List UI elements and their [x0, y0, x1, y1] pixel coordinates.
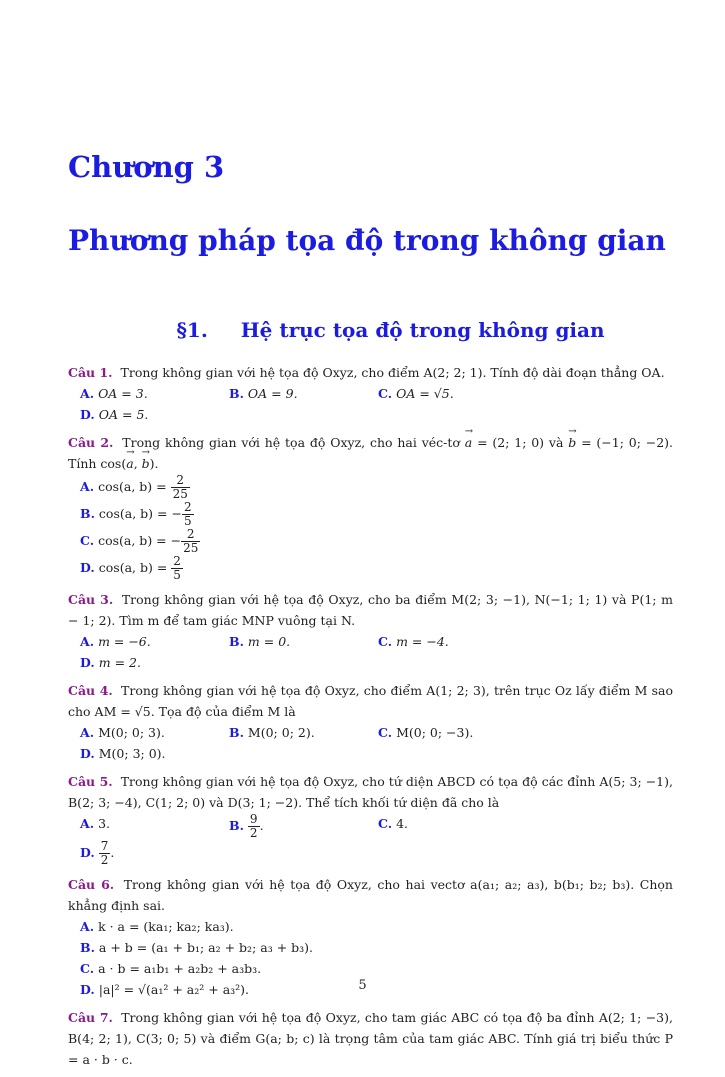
- option-text: k · a = (ka₁; ka₂; ka₃).: [98, 919, 234, 934]
- denominator: 25: [172, 487, 188, 501]
- question-text: Trong không gian với hệ tọa độ Oxyz, cho điểm A(1; 2; 3), trên trục Oz lấy điểm M sao cho AM = √5. Tọa độ của điểm M là: [68, 683, 673, 719]
- option-sign: −: [171, 506, 182, 521]
- question-text: Trong không gian với hệ tọa độ Oxyz, cho hai vectơ a(a₁; a₂; a₃), b(b₁; b₂; b₃). Chọn khẳng định sai.: [68, 877, 673, 913]
- question-4: [68, 680, 673, 764]
- option-label: B.: [229, 818, 244, 833]
- option-sign: −: [170, 533, 182, 548]
- denominator: 5: [173, 568, 181, 582]
- option-label: C.: [378, 816, 393, 831]
- vector-a: → a: [465, 432, 472, 453]
- question-label: Câu 3.: [68, 592, 114, 607]
- answer-option-b[interactable]: [80, 937, 378, 958]
- fraction: [99, 840, 111, 867]
- fraction: [171, 555, 183, 582]
- option-text: M(0; 0; 2).: [247, 725, 315, 740]
- option-text: M(0; 0; −3).: [396, 725, 474, 740]
- option-label: D.: [80, 845, 95, 860]
- denominator: 2: [100, 853, 109, 867]
- answer-options: [68, 813, 673, 867]
- vector-a: → a: [126, 453, 133, 474]
- option-label: A.: [80, 634, 95, 649]
- answer-options: [68, 474, 673, 582]
- question-text: ).: [149, 456, 159, 471]
- denominator: 2: [249, 826, 258, 840]
- answer-option-a[interactable]: [80, 474, 378, 501]
- option-text: OA = 5.: [98, 407, 149, 422]
- question-text: Trong không gian với hệ tọa độ Oxyz, cho tam giác ABC có tọa độ ba đỉnh A(2; 1; −3), B(4; 2; 1), C(3; 0; 5) và điểm G(a; b; c) là trọng tâm của tam giác ABC. Tính giá trị biểu thức P = a · b · c.: [68, 1010, 673, 1067]
- question-stem: [68, 771, 673, 813]
- option-text: cos(a, b) =: [98, 479, 171, 494]
- question-stem: [68, 589, 673, 631]
- option-text: m = 0.: [247, 634, 291, 649]
- option-label: C.: [378, 725, 393, 740]
- question-text: = (2; 1; 0) và: [472, 435, 569, 450]
- question-stem: [68, 874, 673, 916]
- option-text: m = 2.: [98, 655, 141, 670]
- vector-b: → b: [568, 432, 576, 453]
- question-stem: [68, 680, 673, 722]
- numerator: 7: [100, 839, 109, 853]
- option-label: D.: [80, 746, 95, 761]
- answer-option-c[interactable]: [80, 528, 378, 555]
- question-label: Câu 7.: [68, 1010, 113, 1025]
- answer-option-c[interactable]: [378, 813, 527, 840]
- option-label: A.: [80, 386, 95, 401]
- option-text: cos(a, b) =: [98, 533, 171, 548]
- option-text: M(0; 0; 3).: [98, 725, 165, 740]
- option-label: C.: [378, 634, 393, 649]
- option-label: B.: [229, 386, 244, 401]
- option-label: D.: [80, 407, 95, 422]
- option-label: B.: [80, 506, 95, 521]
- option-label: C.: [80, 961, 95, 976]
- option-label: C.: [80, 533, 95, 548]
- question-text: Trong không gian với hệ tọa độ Oxyz, cho ba điểm M(2; 3; −1), N(−1; 1; 1) và P(1; m − 1; 2). Tìm m để tam giác MNP vuông tại N.: [68, 592, 673, 628]
- chapter-title: Phương pháp tọa độ trong không gian: [68, 224, 666, 257]
- option-label: B.: [229, 634, 244, 649]
- question-list: [68, 362, 673, 1077]
- question-3: [68, 589, 673, 673]
- numerator: 9: [249, 812, 258, 826]
- numerator: 2: [181, 528, 200, 542]
- question-text: Trong không gian với hệ tọa độ Oxyz, cho điểm A(2; 2; 1). Tính độ dài đoạn thẳng OA.: [120, 365, 665, 380]
- answer-option-a[interactable]: [80, 383, 229, 404]
- question-label: Câu 5.: [68, 774, 113, 789]
- numerator: 2: [171, 474, 190, 488]
- option-label: C.: [378, 386, 393, 401]
- question-stem: [68, 1007, 673, 1070]
- option-label: A.: [80, 919, 95, 934]
- answer-options: [68, 631, 673, 673]
- option-text: M(0; 3; 0).: [98, 746, 166, 761]
- answer-option-c[interactable]: [378, 383, 527, 404]
- page-number: 5: [358, 978, 367, 993]
- answer-option-c[interactable]: [378, 722, 527, 743]
- section-number: §1.: [176, 318, 208, 342]
- option-text: a · b = a₁b₁ + a₂b₂ + a₃b₃.: [98, 961, 262, 976]
- fraction: [248, 813, 260, 840]
- answer-option-c[interactable]: [80, 958, 378, 979]
- option-text: m = −6.: [98, 634, 151, 649]
- question-label: Câu 2.: [68, 435, 114, 450]
- question-text: ,: [133, 456, 142, 471]
- option-text: OA = 3.: [98, 386, 148, 401]
- answer-option-b[interactable]: [229, 722, 378, 743]
- option-text: 3.: [98, 816, 110, 831]
- denominator: 5: [183, 514, 192, 528]
- question-5: [68, 771, 673, 867]
- option-label: A.: [80, 816, 95, 831]
- numerator: 2: [183, 500, 192, 514]
- denominator: 25: [183, 541, 199, 555]
- answer-option-b[interactable]: B. $\frac{9}{2}$ .: [229, 812, 264, 840]
- option-label: D.: [80, 560, 95, 575]
- option-label: A.: [80, 479, 95, 494]
- option-label: B.: [229, 725, 244, 740]
- answer-option-b[interactable]: [80, 501, 378, 528]
- vector-b: → b: [142, 453, 150, 474]
- option-text: OA = 9.: [247, 386, 298, 401]
- question-label: Câu 6.: [68, 877, 115, 892]
- answer-option-b[interactable]: [229, 383, 378, 404]
- option-text: cos(a, b) =: [98, 506, 172, 521]
- numerator: 2: [173, 554, 181, 568]
- question-text: Trong không gian với hệ tọa độ Oxyz, cho hai véc-tơ: [122, 435, 465, 450]
- section-title: Hệ trục tọa độ trong không gian: [240, 318, 605, 342]
- question-stem: [68, 432, 673, 474]
- question-label: Câu 1.: [68, 365, 113, 380]
- option-label: D.: [80, 982, 95, 997]
- answer-option-d[interactable]: [80, 404, 229, 425]
- answer-option-a[interactable]: [80, 631, 229, 652]
- fraction: [171, 474, 190, 501]
- answer-option-c[interactable]: [378, 631, 527, 652]
- answer-options: [68, 722, 673, 764]
- option-label: A.: [80, 725, 95, 740]
- answer-option-d[interactable]: D. $\frac{7}{2}$ .: [80, 839, 115, 867]
- answer-option-a[interactable]: [80, 813, 229, 840]
- option-text: a + b = (a₁ + b₁; a₂ + b₂; a₃ + b₃).: [98, 940, 314, 955]
- answer-option-a[interactable]: [80, 722, 229, 743]
- option-text: |a|² = √(a₁² + a₂² + a₃²).: [98, 982, 250, 997]
- option-text: cos(a, b) =: [98, 560, 172, 575]
- question-label: Câu 4.: [68, 683, 113, 698]
- fraction: [181, 528, 200, 555]
- answer-option-d[interactable]: [80, 652, 229, 673]
- option-text: m = −4.: [396, 634, 449, 649]
- section-heading: [0, 318, 725, 342]
- chapter-heading: Chương 3: [68, 150, 225, 184]
- answer-option-d[interactable]: [80, 555, 378, 582]
- question-7: [68, 1007, 673, 1070]
- answer-option-b[interactable]: [229, 631, 378, 652]
- option-text: OA = √5.: [396, 386, 454, 401]
- answer-option-d[interactable]: [80, 743, 229, 764]
- question-2: [68, 432, 673, 582]
- question-stem: [68, 362, 673, 383]
- option-label: B.: [80, 940, 95, 955]
- question-text: = (−1; 0; −2). Tính cos(: [68, 435, 674, 471]
- question-1: [68, 362, 673, 425]
- answer-options: [68, 383, 673, 425]
- option-text: 4.: [396, 816, 409, 831]
- question-text: Trong không gian với hệ tọa độ Oxyz, cho tứ diện ABCD có tọa độ các đỉnh A(5; 3; −1), B(2; 3; −4), C(1; 2; 0) và D(3; 1; −2). Thể tích khối tứ diện đã cho là: [68, 774, 673, 810]
- option-label: D.: [80, 655, 95, 670]
- fraction: [182, 501, 194, 528]
- answer-option-a[interactable]: [80, 916, 378, 937]
